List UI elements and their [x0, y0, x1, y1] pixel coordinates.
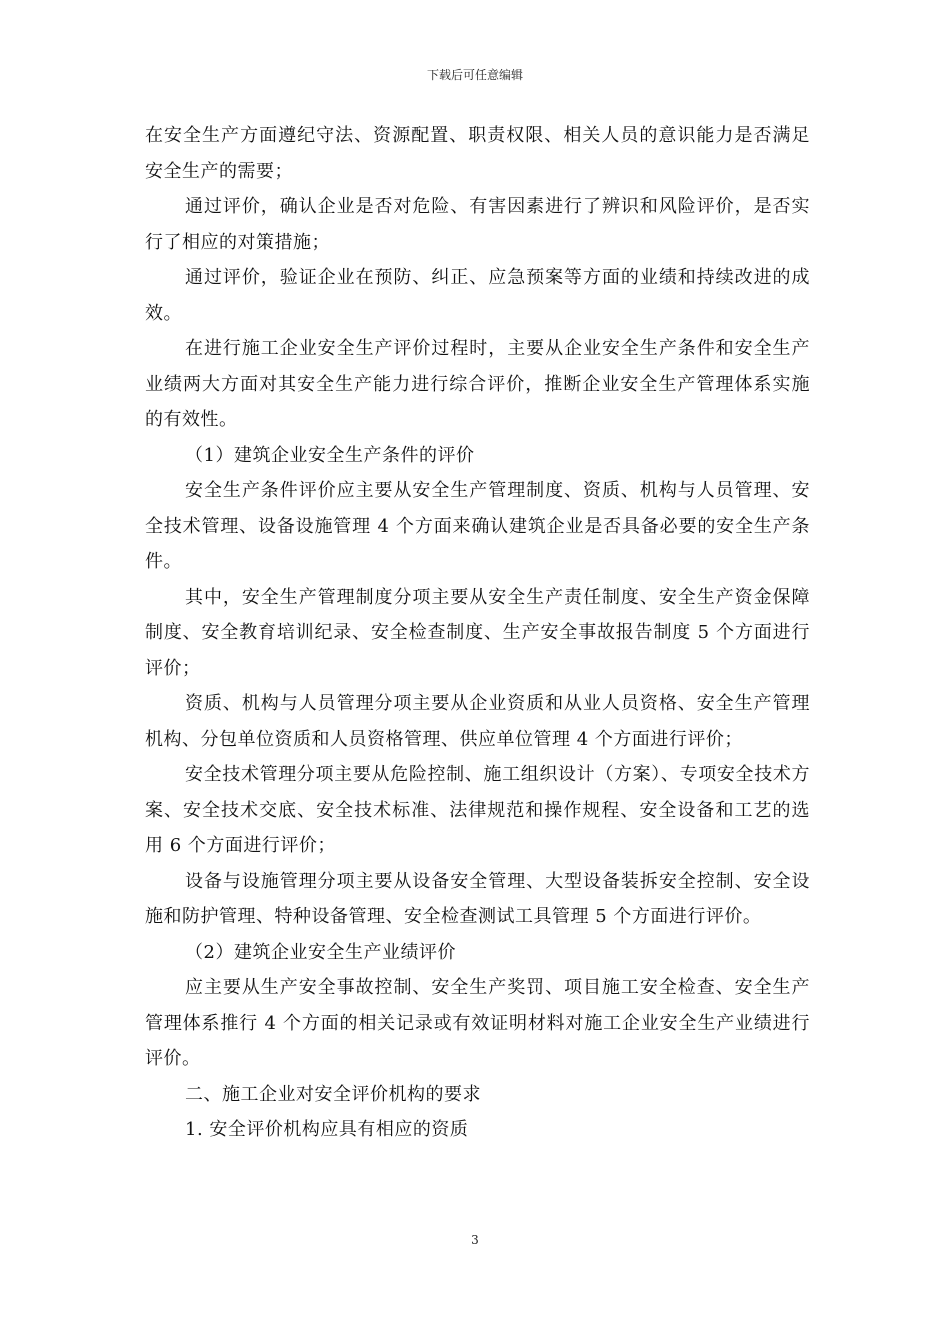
paragraph: 设备与设施管理分项主要从设备安全管理、大型设备装拆安全控制、安全设施和防护管理、特种设备管理、安全检查测试工具管理 5 个方面进行评价。	[145, 870, 810, 927]
subsection-heading: 1. 安全评价机构应具有相应的资质	[185, 1119, 469, 1140]
page-header: 下载后可任意编辑	[426, 68, 523, 82]
paragraph: 安全生产条件评价应主要从安全生产管理制度、资质、机构与人员管理、安全技术管理、设备设施管理 4 个方面来确认建筑企业是否具备必要的安全生产条件。	[145, 480, 810, 572]
page-number: 3	[471, 1233, 479, 1247]
paragraph: 通过评价，确认企业是否对危险、有害因素进行了辨识和风险评价，是否实行了相应的对策措施；	[145, 196, 810, 253]
paragraph: 在进行施工企业安全生产评价过程时，主要从企业安全生产条件和安全生产业绩两大方面对其安全生产能力进行综合评价，推断企业安全生产管理体系实施的有效性。	[145, 338, 810, 430]
paragraph: 通过评价，验证企业在预防、纠正、应急预案等方面的业绩和持续改进的成效。	[145, 267, 810, 324]
paragraph: 其中，安全生产管理制度分项主要从安全生产责任制度、安全生产资金保障制度、安全教育培训纪录、安全检查制度、生产安全事故报告制度 5 个方面进行评价；	[145, 586, 810, 679]
document-body	[145, 118, 810, 1148]
paragraph: 在安全生产方面遵纪守法、资源配置、职责权限、相关人员的意识能力是否满足安全生产的需要；	[145, 125, 810, 182]
paragraph: 应主要从生产安全事故控制、安全生产奖罚、项目施工安全检查、安全生产管理体系推行 4 个方面的相关记录或有效证明材料对施工企业安全生产业绩进行评价。	[145, 977, 810, 1069]
paragraph: 资质、机构与人员管理分项主要从企业资质和从业人员资格、安全生产管理机构、分包单位资质和人员资格管理、供应单位管理 4 个方面进行评价；	[145, 693, 810, 750]
section-heading: （1）建筑企业安全生产条件的评价	[185, 444, 475, 466]
section-heading: （2）建筑企业安全生产业绩评价	[185, 941, 456, 963]
section-heading: 二、施工企业对安全评价机构的要求	[185, 1083, 481, 1105]
paragraph: 安全技术管理分项主要从危险控制、施工组织设计（方案）、专项安全技术方案、安全技术交底、安全技术标准、法律规范和操作规程、安全设备和工艺的选用 6 个方面进行评价；	[145, 764, 810, 856]
